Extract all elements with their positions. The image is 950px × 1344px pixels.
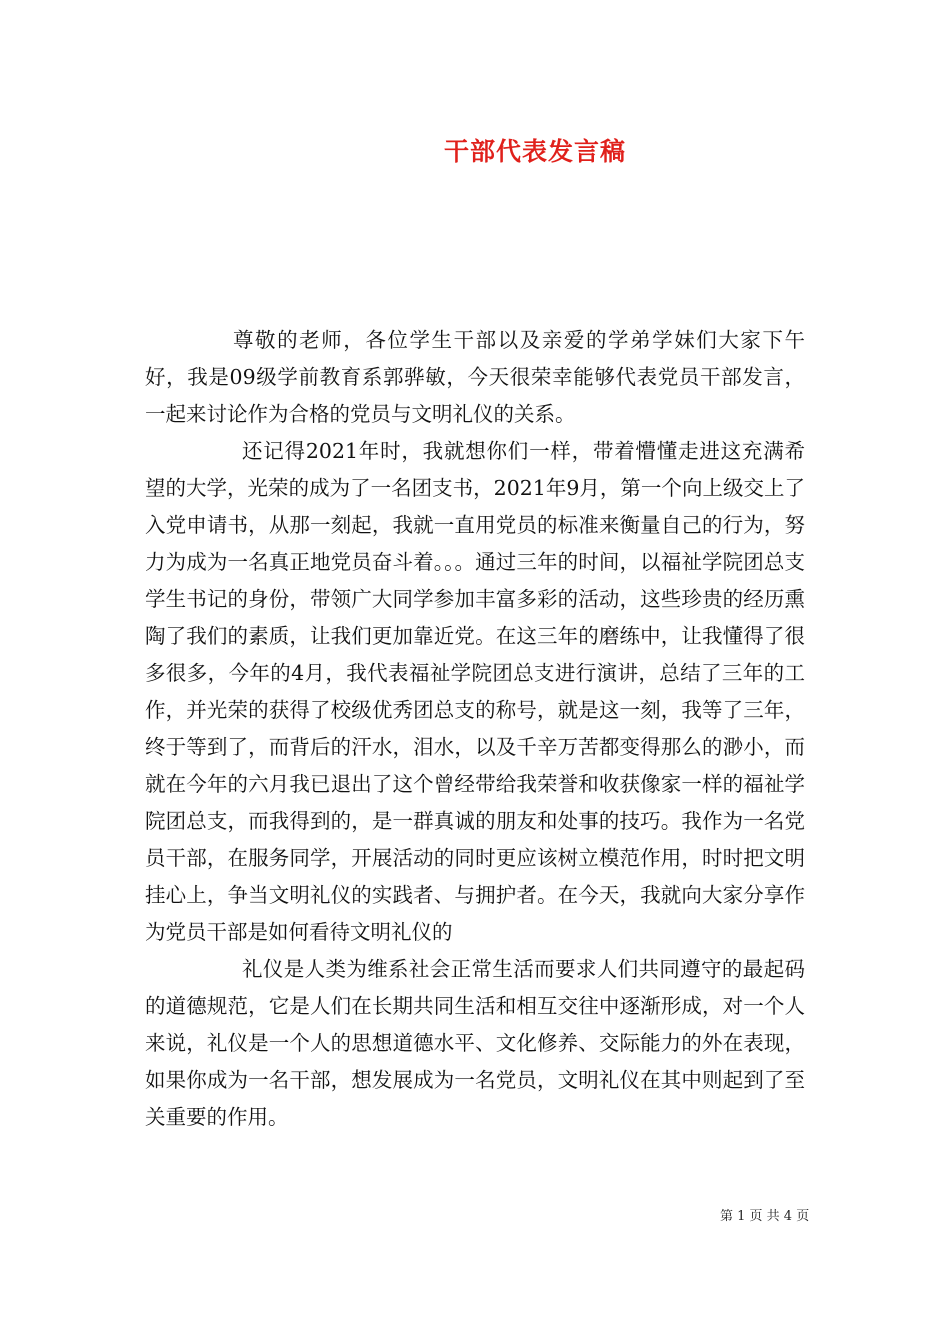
paragraph-greeting: 尊敬的老师，各位学生干部以及亲爱的学弟学妹们大家下午好，我是09级学前教育系郭骅敏，今天很荣幸能够代表党员干部发言，一起来讨论作为合格的党员与文明礼仪的关系。	[145, 328, 805, 426]
page-number-footer: 第 1 页 共 4 页	[720, 1209, 810, 1224]
document-title: 干部代表发言稿	[443, 137, 626, 166]
paragraph-experience: 还记得2021年时，我就想你们一样，带着懵懂走进这充满希望的大学，光荣的成为了一名团支书，2021年9月，第一个向上级交上了入党申请书，从那一刻起，我就一直用党员的标准来衡量自己的行为，努力为成为一名真正地党员奋斗着。。。通过三年的时间，以福祉学院团总支学生书记的身份，带领广大同学参加丰富多彩的活动，这些珍贵的经历熏陶了我们的素质，让我们更加靠近党。在这三年的磨练中，让我懂得了很多很多，今年的4月，我代表福祉学院团总支进行演讲，总结了三年的工作，并光荣的获得了校级优秀团总支的称号，就是这一刻，我等了三年，终于等到了，而背后的汗水，泪水，以及千辛万苦都变得那么的渺小，而就在今年的六月我已退出了这个曾经带给我荣誉和收获像家一样的福祉学院团总支，而我得到的，是一群真诚的朋友和处事的技巧。我作为一名党员干部，在服务同学，开展活动的同时更应该树立模范作用，时时把文明挂心上，争当文明礼仪的实践者、与拥护者。在今天，我就向大家分享作为党员干部是如何看待文明礼仪的	[145, 439, 805, 944]
document-body	[145, 322, 805, 1136]
paragraph-etiquette: 礼仪是人类为维系社会正常生活而要求人们共同遵守的最起码的道德规范，它是人们在长期共同生活和相互交往中逐渐形成，对一个人来说，礼仪是一个人的思想道德水平、文化修养、交际能力的外在表现，如果你成为一名干部，想发展成为一名党员，文明礼仪在其中则起到了至关重要的作用。	[145, 957, 805, 1129]
